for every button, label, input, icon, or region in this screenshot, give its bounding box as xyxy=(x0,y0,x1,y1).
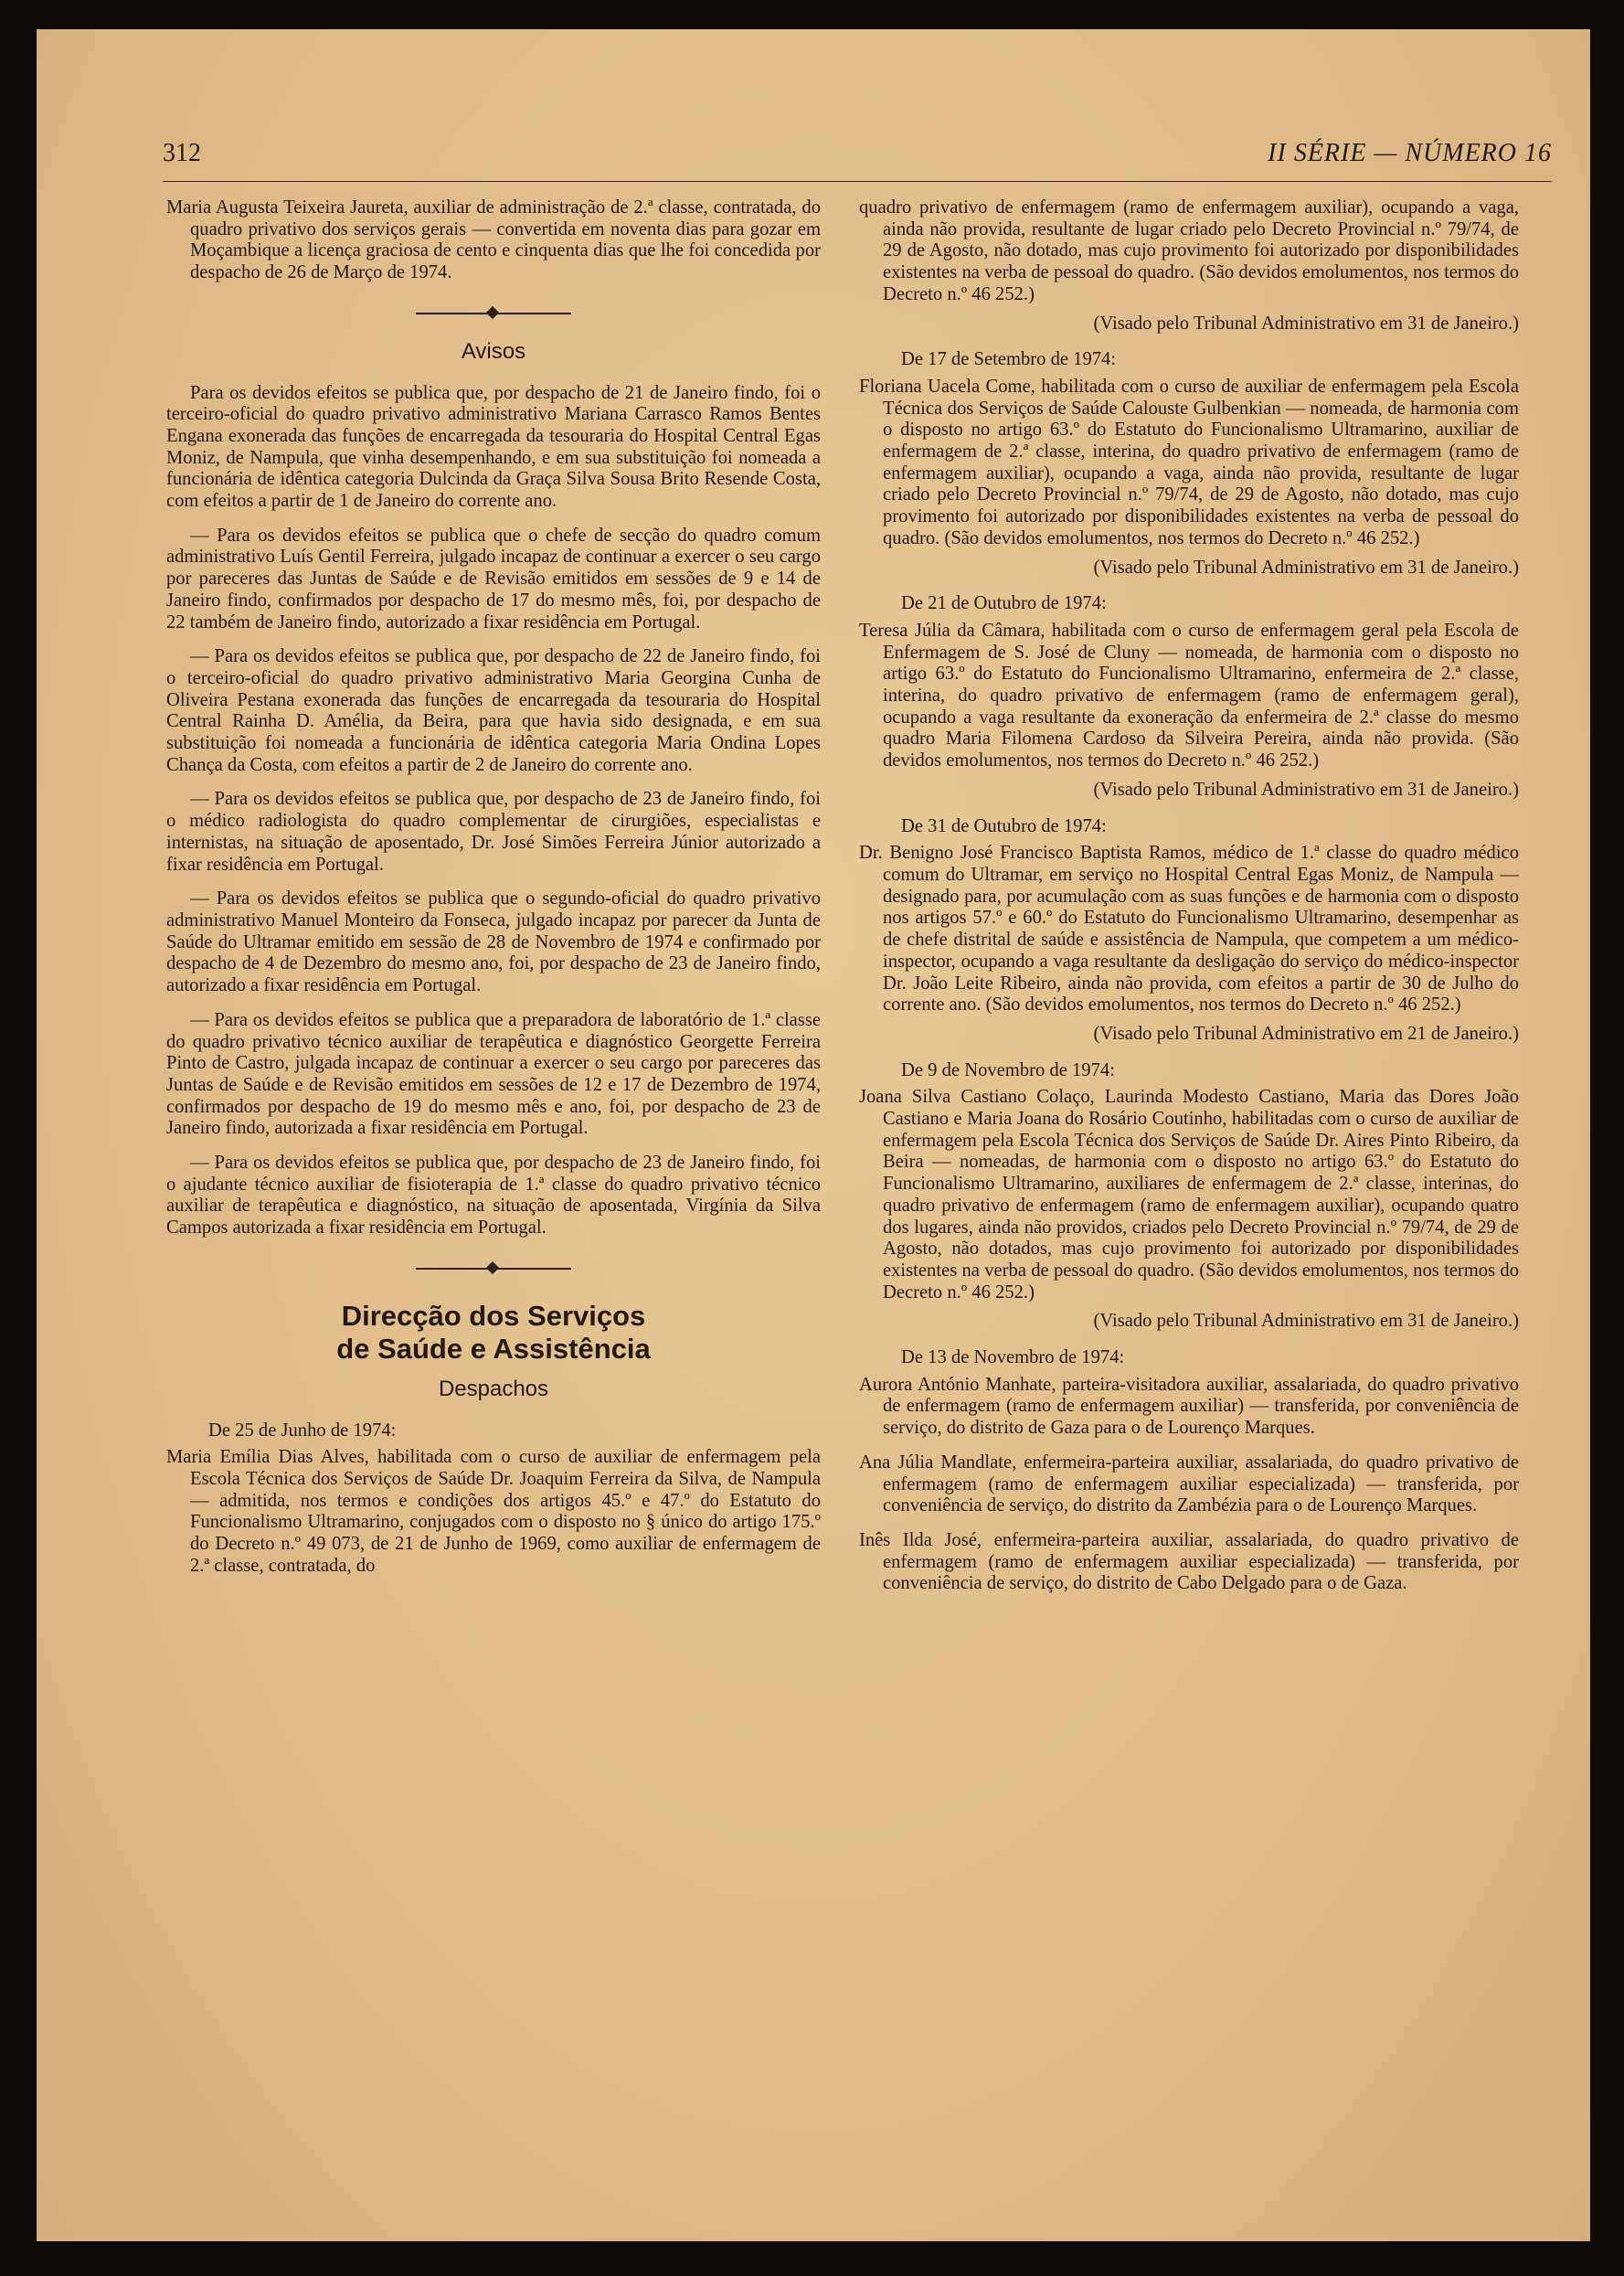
despacho-paragraph: Dr. Benigno José Francisco Baptista Ramos, médico de 1.ª classe do quadro médico comum do Ultramar, em serviço no Hospital Central Egas Moniz, de Nampula — designado para, por acumulação com as suas funções e de harmonia com o disposto nos artigos 57.º e 60.º do Estatuto do Funcionalismo Ultramarino, desempenhar as de chefe distrital de saúde e assistência de Nampula, que competem a um médico-inspector, ocupando a vaga resultante da desligação do serviço do médico-inspector Dr. João Leite Ribeiro, ainda não provida, com efeitos a partir de 30 de Julho do corrente ano. (São devidos emolumentos, nos termos do Decreto n.º 46 252.) xyxy=(859,843,1519,1016)
section-separator xyxy=(166,1250,821,1287)
page-number: 312 xyxy=(163,139,201,167)
department-heading-line: Direcção dos Serviços xyxy=(341,1299,646,1332)
department-heading xyxy=(166,1300,821,1366)
right-column xyxy=(859,197,1519,1595)
despacho-date: De 31 de Outubro de 1974: xyxy=(901,815,1107,836)
despacho-paragraph: Maria Emília Dias Alves, habilitada com o curso de auxiliar de enfermagem pela Escola Técnica dos Serviços de Saúde Dr. Joaquim Ferreira da Silva, de Nampula — admitida, nos termos e condições dos artigos 45.º e 47.º do Estatuto do Funcionalismo Ultramarino, conjugados com o disposto no § único do artigo 175.º do Decreto n.º 49 073, de 21 de Junho de 1969, como auxiliar de enfermagem de 2.ª classe, contratada, do xyxy=(166,1447,821,1576)
despacho-paragraph: Floriana Uacela Come, habilitada com o curso de auxiliar de enfermagem pela Escola Técnica dos Serviços de Saúde Calouste Gulbenkian — nomeada, de harmonia com o disposto no artigo 63.º do Estatuto do Funcionalismo Ultramarino, auxiliar de enfermagem de 2.ª classe, interina, do quadro privativo de enfermagem (ramo de enfermagem auxiliar), ocupando a vaga, ainda não provida, resultante de lugar criado pelo Decreto Provincial n.º 79/74, de 29 de Agosto, não dotado, mas cujo provimento foi autorizado por disponibilidades existentes na verba de pessoal do quadro. (São devidos emolumentos, nos termos do Decreto n.º 46 252.) xyxy=(859,376,1519,548)
department-heading-line: de Saúde e Assistência xyxy=(336,1332,651,1365)
despacho-date: De 21 de Outubro de 1974: xyxy=(901,593,1107,614)
document-page xyxy=(37,29,1590,2241)
despacho-date: De 25 de Junho de 1974: xyxy=(208,1420,397,1441)
despacho-paragraph: quadro privativo de enfermagem (ramo de enfermagem auxiliar), ocupando a vaga, ainda não provida, resultante de lugar criado pelo Decreto Provincial n.º 79/74, de 29 de Agosto, não dotado, mas cujo provimento foi autorizado por disponibilidades existentes na verba de pessoal do quadro. (São devidos emolumentos, nos termos do Decreto n.º 46 252.) xyxy=(859,197,1519,304)
left-column xyxy=(166,197,821,1577)
aviso-paragraph: — Para os devidos efeitos se publica que a preparadora de laboratório de 1.ª classe do quadro privativo técnico auxiliar de terapêutica e diagnóstico Georgette Ferreira Pinto de Castro, julgada incapaz de continuar a exercer o seu cargo por pareceres das Juntas de Saúde e de Revisão emitidos em sessões de 12 e 17 de Dezembro de 1974, confirmados por despacho de 19 do mesmo mês e ano, foi, por despacho de 23 de Janeiro findo, autorizada a fixar residência em Portugal. xyxy=(166,1009,821,1139)
despacho-paragraph: Joana Silva Castiano Colaço, Laurinda Modesto Castiano, Maria das Dores João Castiano e Maria Joana do Rosário Coutinho, habilitadas com o curso de auxiliar de enfermagem pela Escola Técnica dos Serviços de Saúde Dr. Aires Pinto Ribeiro, da Beira — nomeadas, de harmonia com o disposto no artigo 63.º do Estatuto do Funcionalismo Ultramarino, auxiliares de enfermagem de 2.ª classe, interinas, do quadro privativo de enfermagem (ramo de enfermagem auxiliar), ocupando quatro dos lugares, ainda não providos, criados pelo Decreto Provincial n.º 79/74, de 29 de Agosto, não dotados, mas cujo provimento foi autorizado por disponibilidades existentes na verba de pessoal do quadro. (São devidos emolumentos, nos termos do Decreto n.º 46 252.) xyxy=(859,1087,1519,1303)
avisos-heading: Avisos xyxy=(461,338,526,364)
visado-note: (Visado pelo Tribunal Administrativo em 31 de Janeiro.) xyxy=(1093,313,1519,334)
visado-note: (Visado pelo Tribunal Administrativo em 31 de Janeiro.) xyxy=(1093,557,1519,578)
visado-note: (Visado pelo Tribunal Administrativo em 21 de Janeiro.) xyxy=(1093,1023,1519,1044)
page-header xyxy=(163,135,1552,182)
aviso-paragraph: Para os devidos efeitos se publica que, por despacho de 21 de Janeiro findo, foi o terceiro-oficial do quadro privativo administrativo Mariana Carrasco Ramos Bentes Engana exonerada das funções de encarregada da tesouraria do Hospital Central Egas Moniz, de Nampula, que vinha desempenhando, e em sua substituição foi nomeada a funcionária de idêntica categoria Dulcinda da Graça Silva Sousa Brito Resende Costa, com efeitos a partir de 1 de Janeiro do corrente ano. xyxy=(166,382,821,512)
despacho-paragraph: Inês Ilda José, enfermeira-parteira auxiliar, assalariada, do quadro privativo de enfermagem (ramo de enfermagem auxiliar especializada) — transferida, por conveniência de serviço, do distrito de Cabo Delgado para o de Gaza. xyxy=(859,1529,1519,1594)
despacho-date: De 9 de Novembro de 1974: xyxy=(901,1059,1115,1080)
despacho-paragraph: Aurora António Manhate, parteira-visitadora auxiliar, assalariada, do quadro privativo de enfermagem (ramo de enfermagem auxiliar) — transferida, por conveniência de serviço, do distrito de Gaza para o de Lourenço Marques. xyxy=(859,1374,1519,1439)
visado-note: (Visado pelo Tribunal Administrativo em 31 de Janeiro.) xyxy=(1093,779,1519,800)
aviso-paragraph: — Para os devidos efeitos se publica que, por despacho de 23 de Janeiro findo, foi o ajudante técnico auxiliar de fisioterapia de 1.ª classe do quadro privativo técnico auxiliar de terapêutica e diagnóstico, na situação de aposentada, Virgínia da Silva Campos autorizada a fixar residência em Portugal. xyxy=(166,1153,821,1239)
despacho-date: De 17 de Setembro de 1974: xyxy=(901,349,1117,370)
aviso-paragraph: — Para os devidos efeitos se publica que, por despacho de 23 de Janeiro findo, foi o médico radiologista do quadro complementar de cirurgiões, especialistas e internistas, na situação de aposentado, Dr. José Simões Ferreira Júnior autorizado a fixar residência em Portugal. xyxy=(166,789,821,875)
visado-note: (Visado pelo Tribunal Administrativo em 31 de Janeiro.) xyxy=(1093,1311,1519,1332)
separator-diamond-icon xyxy=(486,306,499,319)
despacho-paragraph: Teresa Júlia da Câmara, habilitada com o curso de enfermagem geral pela Escola de Enfermagem de S. José de Cluny — nomeada, de harmonia com o disposto no artigo 63.º do Estatuto do Funcionalismo Ultramarino, enfermeira de 2.ª classe, interina, do quadro privativo de enfermagem (ramo de enfermagem geral), ocupando a vaga resultante da exoneração da enfermeira de 2.ª classe do mesmo quadro Maria Filomena Cardoso da Silveira Pereira, ainda não provida. (São devidos emolumentos, nos termos do Decreto n.º 46 252.) xyxy=(859,620,1519,771)
aviso-paragraph: — Para os devidos efeitos se publica que o chefe de secção do quadro comum administrativo Luís Gentil Ferreira, julgado incapaz de continuar a exercer o seu cargo por pareceres das Juntas de Saúde e de Revisão emitidos em sessões de 9 e 14 de Janeiro findo, confirmados por despacho de 17 do mesmo mês, foi, por despacho de 22 também de Janeiro findo, autorizado a fixar residência em Portugal. xyxy=(166,525,821,633)
despacho-paragraph: Ana Júlia Mandlate, enfermeira-parteira auxiliar, assalariada, do quadro privativo de enfermagem (ramo de enfermagem auxiliar especializada) — transferida, por conveniência de serviço, do distrito da Zambézia para o de Lourenço Marques. xyxy=(859,1452,1519,1516)
separator-diamond-icon xyxy=(486,1261,499,1274)
paragraph: Maria Augusta Teixeira Jaureta, auxiliar de administração de 2.ª classe, contratada, do quadro privativo dos serviços gerais — convertida em noventa dias para gozar em Moçambique a licença graciosa de cento e cinquenta dias que lhe foi concedida por despacho de 26 de Março de 1974. xyxy=(166,197,821,283)
aviso-paragraph: — Para os devidos efeitos se publica que, por despacho de 22 de Janeiro findo, foi o terceiro-oficial do quadro privativo administrativo Maria Georgina Cunha de Oliveira Pestana exonerada das funções de encarregada da tesouraria do Hospital Central Rainha D. Amélia, da Beira, para que havia sido designada, e em sua substituição foi nomeada a funcionária de idêntica categoria Maria Ondina Lopes Chança da Costa, com efeitos a partir de 2 de Janeiro do corrente ano. xyxy=(166,646,821,775)
despachos-heading: Despachos xyxy=(438,1376,549,1401)
series-number: II SÉRIE — NÚMERO 16 xyxy=(1268,139,1552,167)
section-separator xyxy=(166,295,821,332)
aviso-paragraph: — Para os devidos efeitos se publica que o segundo-oficial do quadro privativo administrativo Manuel Monteiro da Fonseca, julgado incapaz por parecer da Junta de Saúde do Ultramar emitido em sessão de 28 de Novembro de 1974 e confirmado por despacho de 4 de Dezembro do mesmo ano, foi, por despacho de 23 de Janeiro findo, autorizado a fixar residência em Portugal. xyxy=(166,888,821,996)
despacho-date: De 13 de Novembro de 1974: xyxy=(901,1347,1125,1368)
